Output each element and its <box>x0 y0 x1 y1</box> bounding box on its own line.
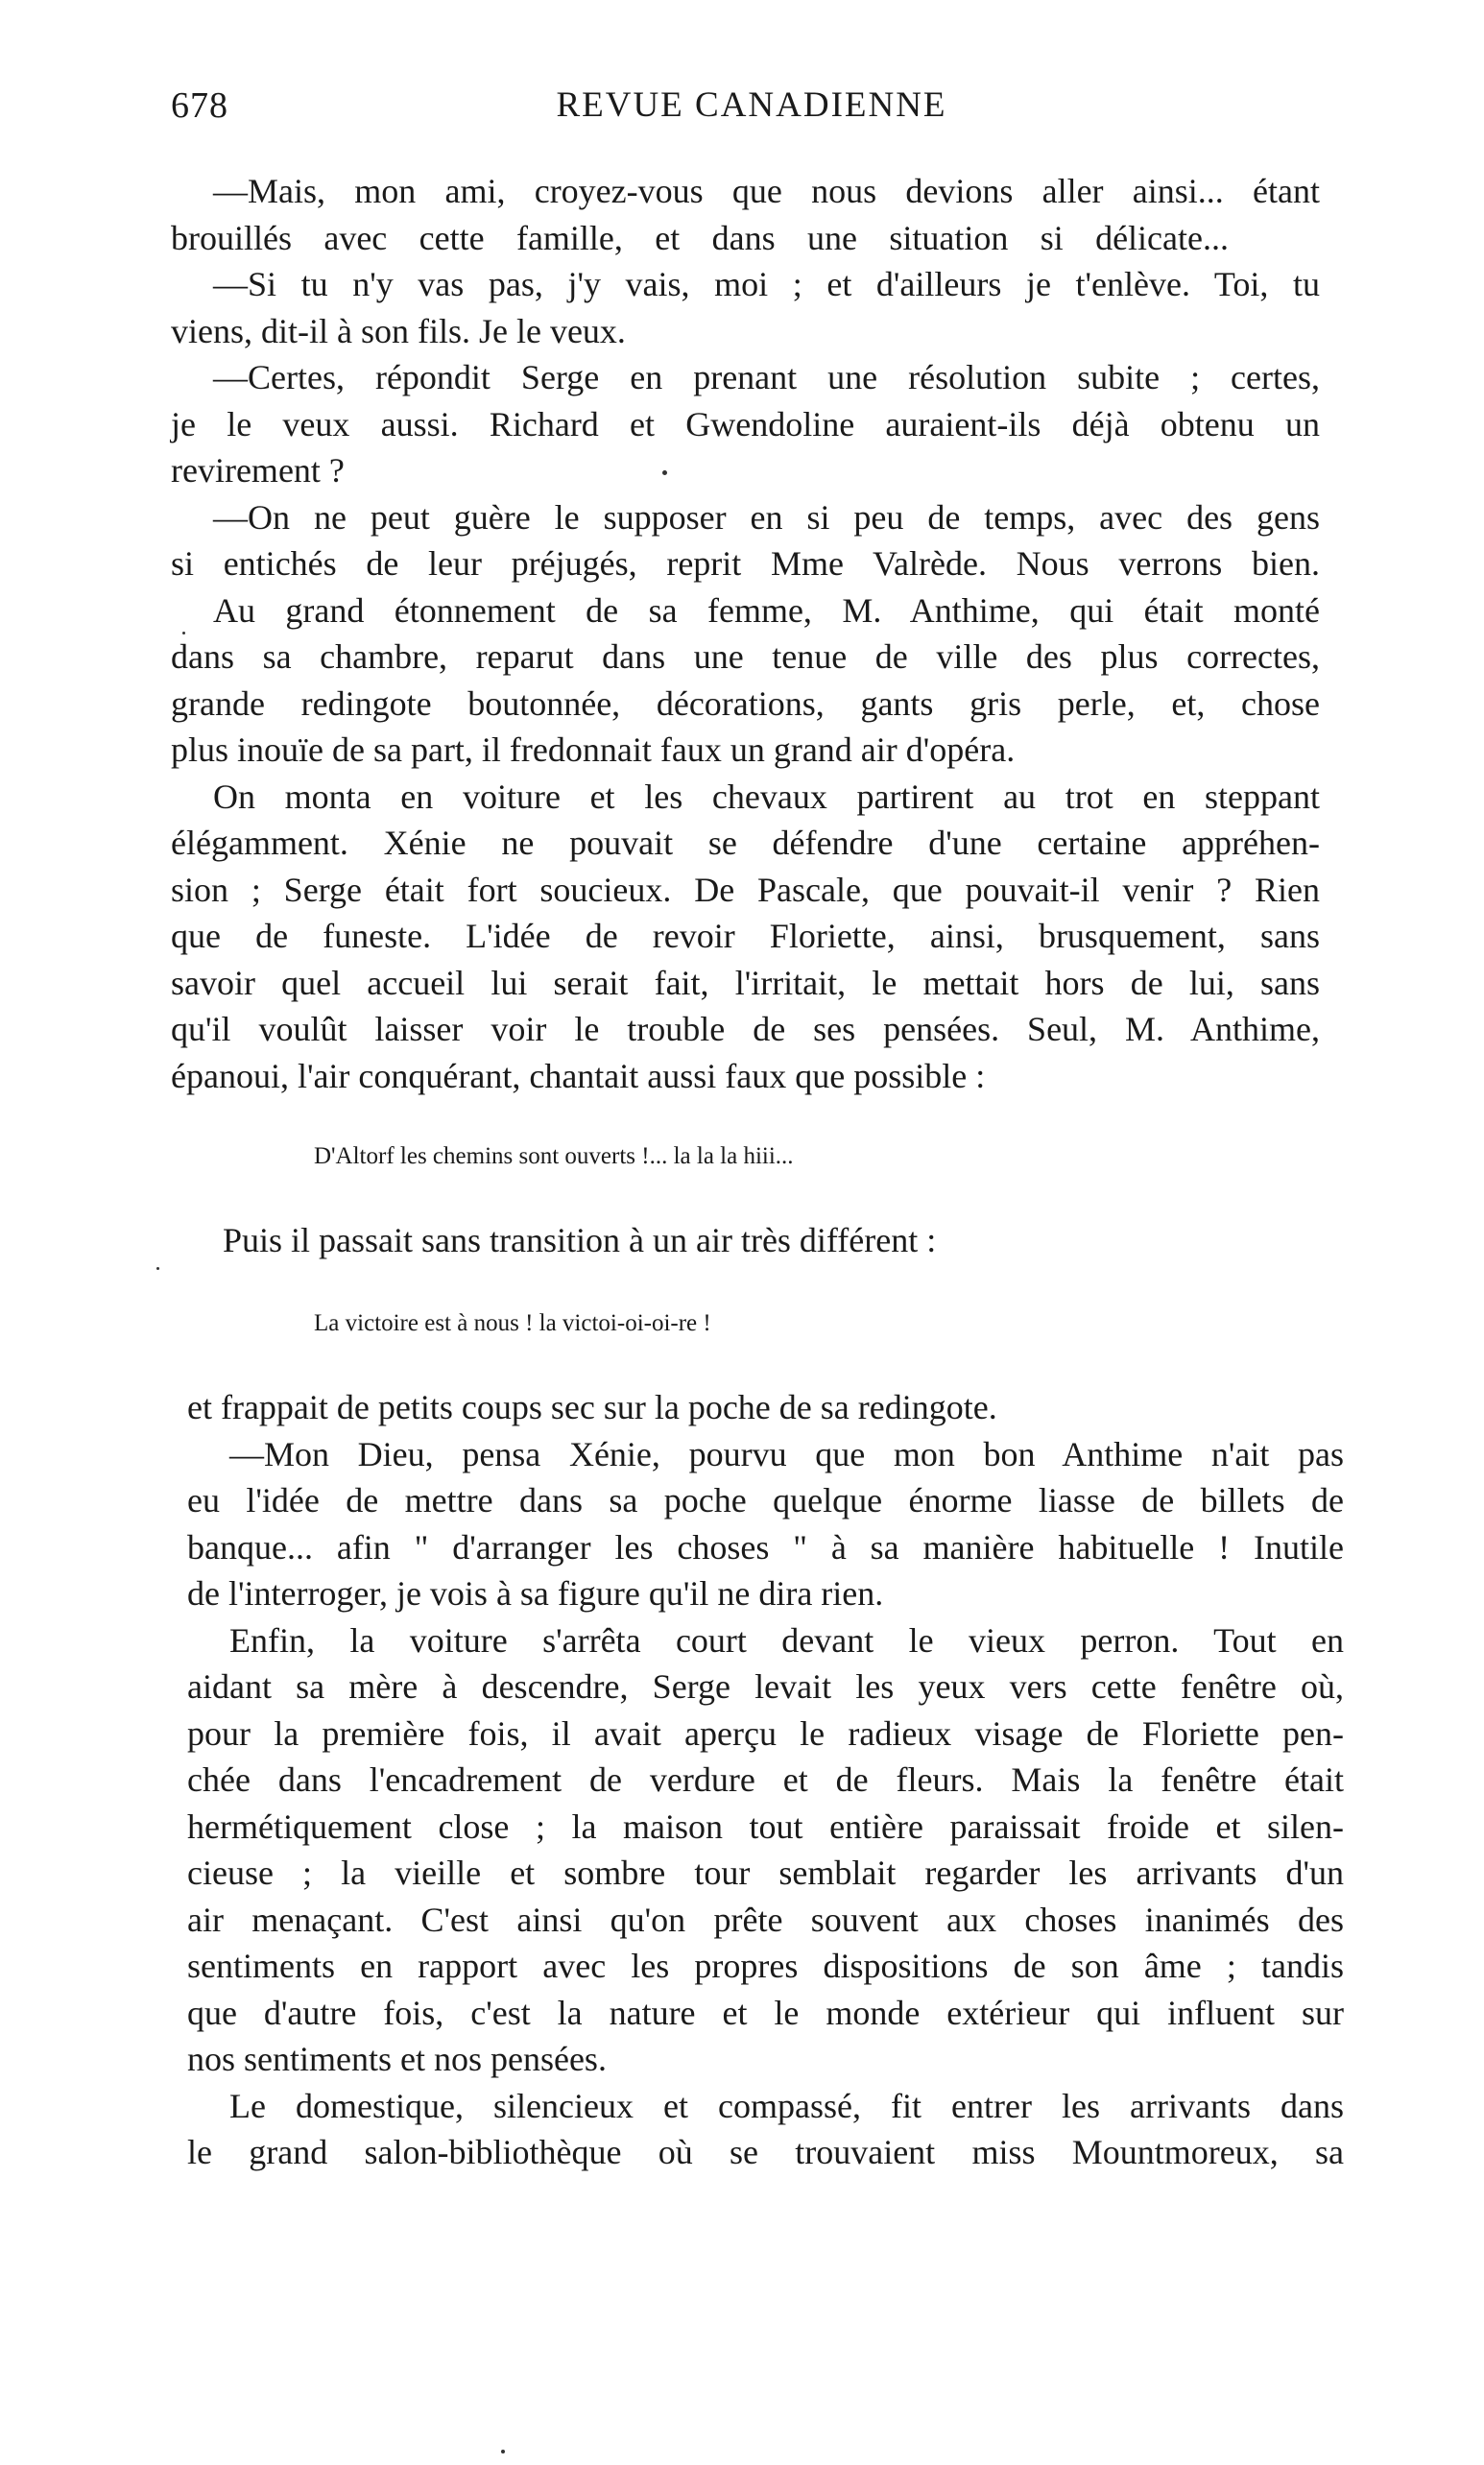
text-line: que de funeste. L'idée de revoir Floriette, ainsi, brusquement, sans <box>171 917 1320 955</box>
text-line: de l'interroger, je vois à sa figure qu'il ne dira rien. <box>187 1574 884 1613</box>
text-line: chée dans l'encadrement de verdure et de fleurs. Mais la fenêtre était <box>187 1760 1344 1799</box>
text-line: élégamment. Xénie ne pouvait se défendre d'une certaine appréhen- <box>171 824 1320 862</box>
text-line: dans sa chambre, reparut dans une tenue de ville des plus correctes, <box>171 637 1320 676</box>
text-line: hermétiquement close ; la maison tout entière paraissait froide et silen- <box>187 1807 1344 1846</box>
text-line: si entichés de leur préjugés, reprit Mme Valrède. Nous verrons bien. <box>171 544 1320 583</box>
text-line: plus inouïe de sa part, il fredonnait faux un grand air d'opéra. <box>171 730 1016 769</box>
text-line: je le veux aussi. Richard et Gwendoline auraient-ils déjà obtenu un <box>171 404 1320 443</box>
text-line: brouillés avec cette famille, et dans une situation si délicate... <box>171 218 1229 257</box>
text-line: nos sentiments et nos pensées. <box>187 2040 607 2078</box>
text-line: sentiments en rapport avec les propres dispositions de son âme ; tandis <box>187 1947 1344 1985</box>
text-line: épanoui, l'air conquérant, chantait aussi faux que possible : <box>171 1056 986 1095</box>
text-line: —Certes, répondit Serge en prenant une résolution subite ; certes, <box>213 358 1320 396</box>
text-line: —On ne peut guère le supposer en si peu de temps, avec des gens <box>213 497 1320 537</box>
text-line: sion ; Serge était fort soucieux. De Pascale, que pouvait-il venir ? Rien <box>171 870 1320 909</box>
text-line: que d'autre fois, c'est la nature et le monde extérieur qui influent sur <box>187 1993 1344 2032</box>
text-line: savoir quel accueil lui serait fait, l'irritait, le mettait hors de lui, sans <box>171 963 1320 1002</box>
text-line: revirement ? <box>171 451 345 490</box>
text-block-1 <box>171 168 1320 1099</box>
ink-speck <box>156 1267 159 1270</box>
page-number: 678 <box>171 85 228 126</box>
text-line: air menaçant. C'est ainsi qu'on prête souvent aux choses inanimés des <box>187 1900 1344 1939</box>
text-line: et frappait de petits coups sec sur la poche de sa redingote. <box>187 1388 997 1426</box>
text-line: cieuse ; la vieille et sombre tour semblait regarder les arrivants d'un <box>187 1854 1344 1892</box>
text-line: —Si tu n'y vas pas, j'y vais, moi ; et d'ailleurs je t'enlève. Toi, tu <box>213 265 1320 303</box>
text-line: banque... afin " d'arranger les choses " à sa manière habituelle ! Inutile <box>187 1527 1344 1567</box>
ink-speck <box>662 470 667 475</box>
text-line: pour la première fois, il avait aperçu le radieux visage de Floriette pen- <box>187 1713 1344 1753</box>
text-line: Au grand étonnement de sa femme, M. Anthime, qui était monté <box>213 590 1320 630</box>
text-line: aidant sa mère à descendre, Serge levait les yeux vers cette fenêtre où, <box>187 1667 1344 1706</box>
ink-speck <box>501 2450 505 2453</box>
text-line: —Mon Dieu, pensa Xénie, pourvu que mon bon Anthime n'ait pas <box>229 1434 1344 1473</box>
text-line: Enfin, la voiture s'arrêta court devant le vieux perron. Tout en <box>229 1620 1344 1660</box>
song-verse-2: La victoire est à nous ! la victoi-oi-oi-re ! <box>314 1310 711 1336</box>
text-line: grande redingote boutonnée, décorations, gants gris perle, et, chose <box>171 683 1320 723</box>
text-line: qu'il voulût laisser voir le trouble de ses pensées. Seul, M. Anthime, <box>171 1010 1320 1048</box>
ink-speck <box>182 632 185 634</box>
text-line: le grand salon-bibliothèque où se trouvaient miss Mountmoreux, sa <box>187 2133 1344 2171</box>
transition-line: Puis il passait sans transition à un air très différent : <box>223 1221 937 1259</box>
text-line: On monta en voiture et les chevaux partirent au trot en steppant <box>213 777 1320 816</box>
song-verse-1: D'Altorf les chemins sont ouverts !... la la la hiii... <box>314 1143 794 1169</box>
text-line: Le domestique, silencieux et compassé, fit entrer les arrivants dans <box>229 2086 1344 2125</box>
page-header <box>171 84 1342 142</box>
running-title: REVUE CANADIENNE <box>556 85 947 125</box>
text-block-2 <box>187 1384 1344 2176</box>
text-line: eu l'idée de mettre dans sa poche quelque énorme liasse de billets de <box>187 1481 1344 1520</box>
text-line: —Mais, mon ami, croyez-vous que nous devions aller ainsi... étant <box>213 172 1320 210</box>
text-line: viens, dit-il à son fils. Je le veux. <box>171 311 626 350</box>
